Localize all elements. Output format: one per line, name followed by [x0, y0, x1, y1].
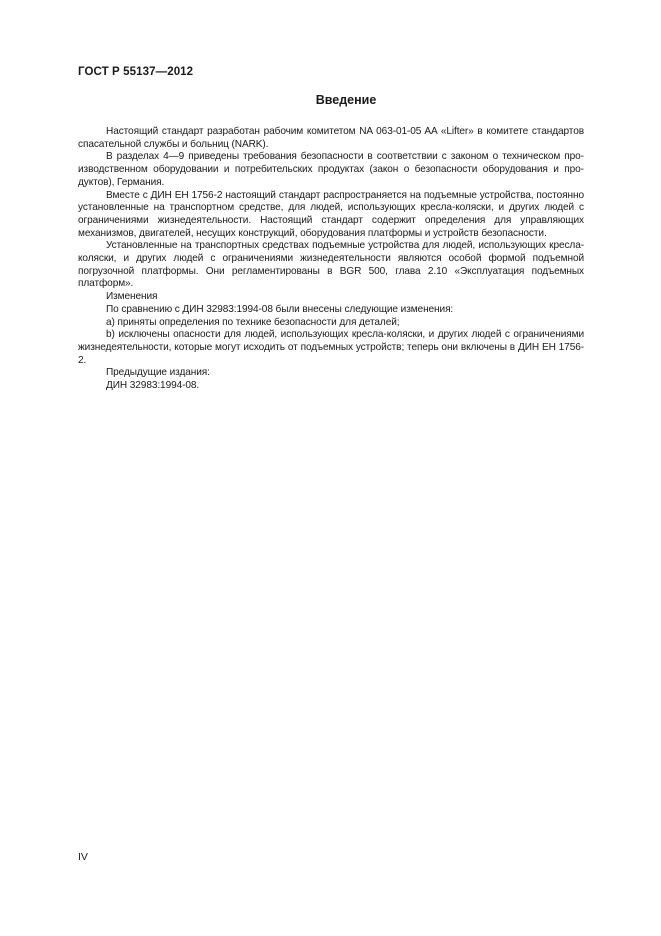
section-title: Введение: [315, 93, 377, 107]
previous-editions-heading: Предыдущие издания:: [106, 367, 210, 379]
paragraph-committee: Настоящий стандарт разработан рабочим комитетом NA 063-01-05 AA «Lifter» в комитете стандартов спасательной службы и больниц (NARK).: [78, 126, 584, 150]
changes-heading: Изменения: [106, 291, 158, 303]
paragraph-sections: В разделах 4—9 приведены требования безопасности в соответствии с законом о техническом производственном оборудовании и потребительских продуктах (закон о безопасности оборудования и продуктов), Германия.: [78, 151, 584, 188]
change-item-a: а) приняты определения по технике безопасности для деталей;: [106, 316, 400, 328]
paragraph-vehicle-lifts: Установленные на транспортных средствах подъемные устройства для людей, использующих кресла-коляски, и других людей с ограничениями жизнедеятельности являются особой формой подъемной погрузочной платформы. Они регламентированы в BGR 500, глава 2.10 «Эксплуатация подъемных платформ».: [78, 240, 584, 290]
change-item-b: b) исключены опасности для людей, использующих кресла-коляски, и других людей с ограничениями жизнедеятельности, которые могут исходить от подъемных устройств; теперь они включены в ДИН ЕН 1756-2.: [78, 329, 584, 366]
document-code: ГОСТ Р 55137—2012: [78, 66, 194, 78]
previous-edition-item: ДИН 32983:1994-08.: [106, 380, 200, 392]
page-number: IV: [78, 851, 88, 863]
document-body: [78, 126, 584, 393]
paragraph-scope: Вместе с ДИН ЕН 1756-2 настоящий стандарт распространяется на подъемные устройства, постоянно установленные на транспортном средстве, для людей, использующих кресла-коляски, и других людей с ограничениями жизнедеятельности. Настоящий стандарт содержит определения для управляющих механизмов, двигателей, несущих конструкций, оборудования платформы и устройств безопасности.: [78, 189, 584, 239]
changes-intro: По сравнению с ДИН 32983:1994-08 были внесены следующие изменения:: [106, 303, 454, 315]
